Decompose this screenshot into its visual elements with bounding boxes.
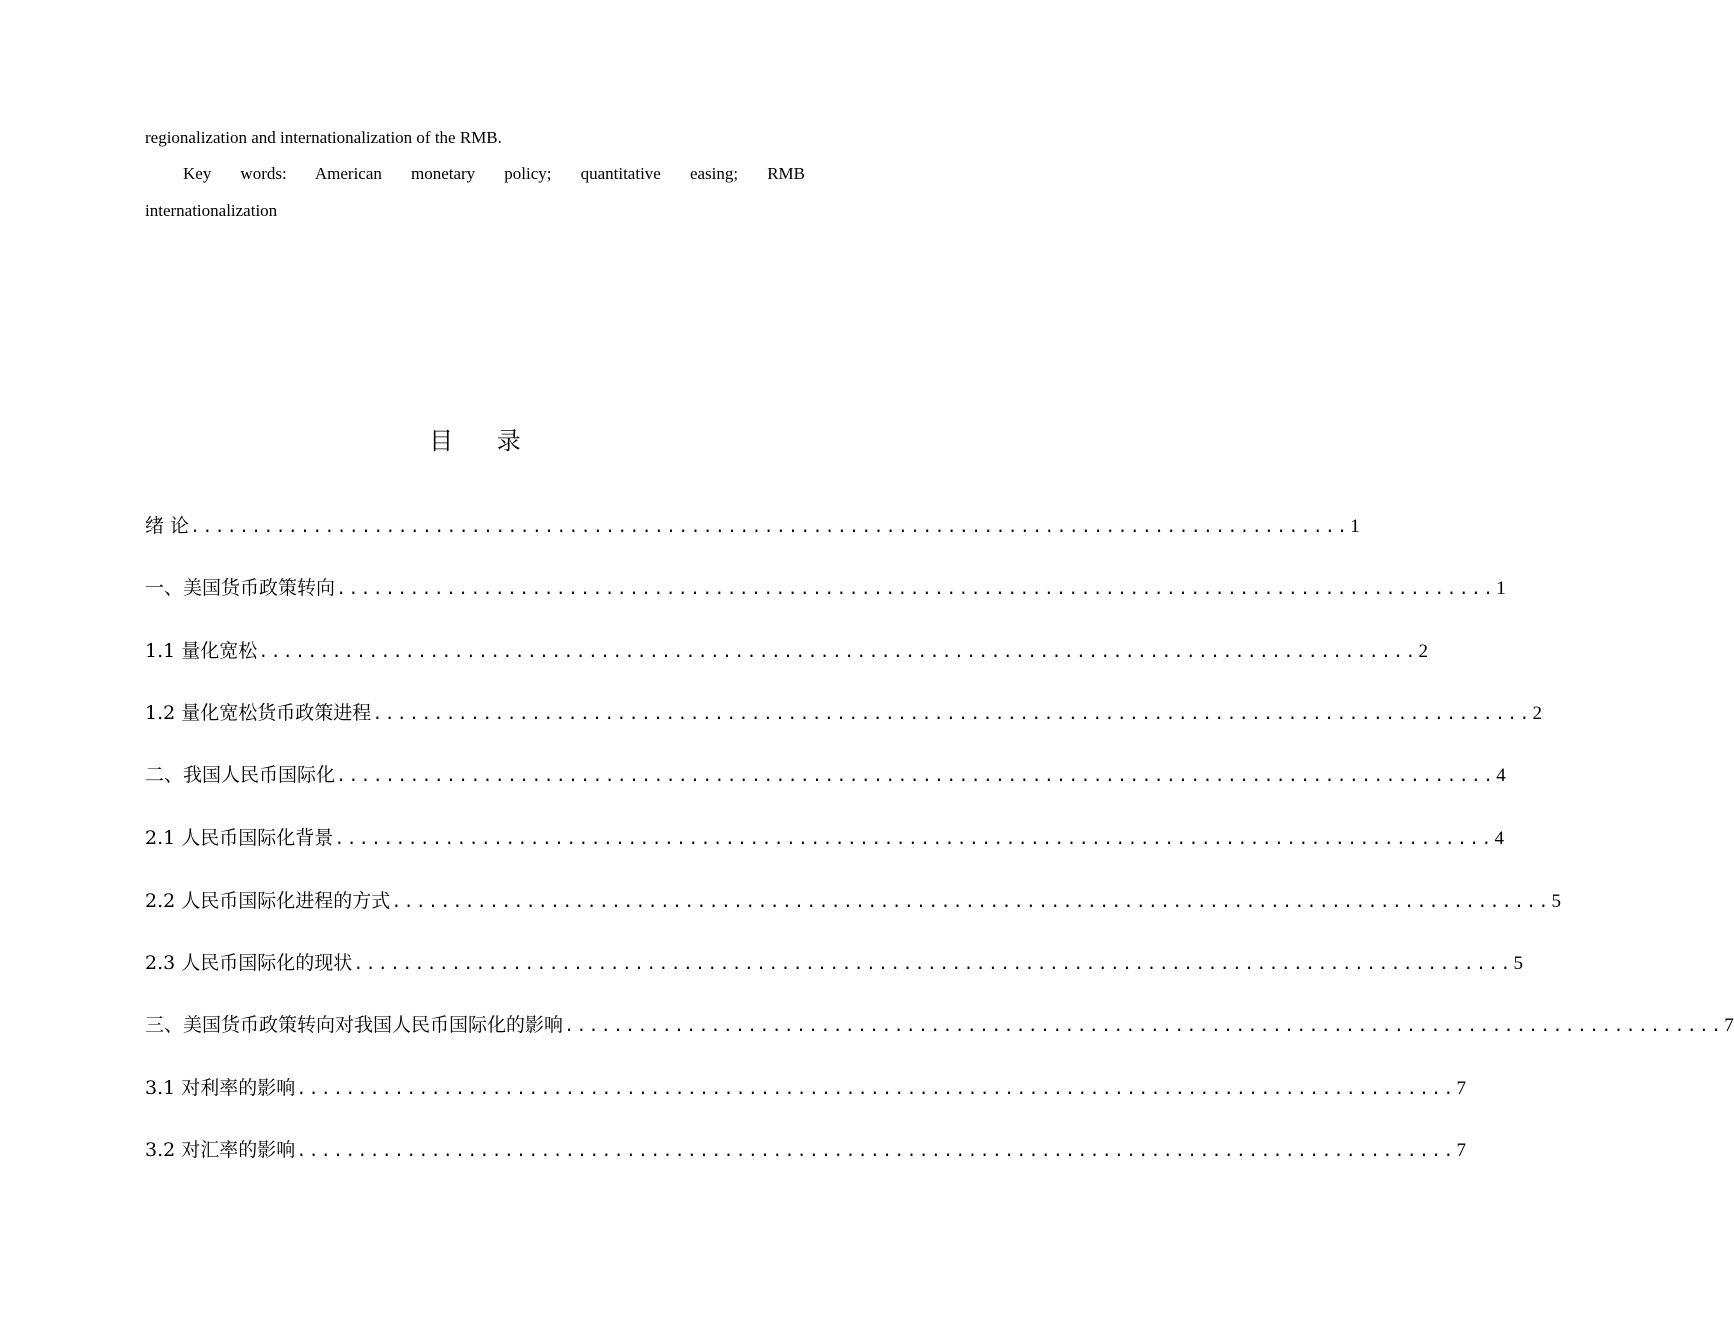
- toc-entry-page: 5: [1513, 953, 1523, 974]
- toc-entry[interactable]: [145, 638, 1428, 664]
- toc-entry-label: 1.2 量化宽松货币政策进程: [145, 702, 372, 724]
- toc-entry[interactable]: [145, 950, 1523, 976]
- keywords-word: Key: [183, 164, 212, 183]
- toc-entry-label: 1.1 量化宽松: [145, 640, 258, 662]
- toc-leader-dots: ...............................................................................................: [258, 644, 1418, 663]
- toc-entry-label: 绪 论: [145, 515, 190, 537]
- toc-entry-label: 2.1 人民币国际化背景: [145, 827, 334, 849]
- toc-entry-label: 2.2 人民币国际化进程的方式: [145, 890, 391, 912]
- keywords-word: easing;: [689, 164, 739, 183]
- toc-entry-page: 2: [1418, 641, 1428, 662]
- toc-entry[interactable]: [145, 1012, 1734, 1038]
- toc-entry-label: 二、我国人民币国际化: [145, 764, 336, 786]
- keywords-word: quantitative: [580, 164, 661, 183]
- keywords-line: [145, 164, 805, 184]
- abstract-tail-line: regionalization and internationalization of the RMB.: [145, 128, 502, 147]
- keywords-word: RMB: [767, 164, 805, 183]
- toc-leader-dots: ...............................................................................................: [353, 956, 1513, 975]
- toc-entry-page: 1: [1350, 516, 1360, 537]
- toc-entry-page: 7: [1456, 1078, 1466, 1099]
- keywords-word: policy;: [504, 164, 552, 183]
- toc-entry-page: 4: [1496, 765, 1506, 786]
- toc-entry-page: 7: [1456, 1140, 1466, 1161]
- toc-entry[interactable]: [145, 513, 1360, 539]
- toc-leader-dots: ...............................................................................................: [336, 768, 1496, 787]
- keywords-continuation: internationalization: [145, 201, 278, 220]
- toc-entry-page: 7: [1724, 1015, 1734, 1036]
- keywords-word: monetary: [410, 164, 476, 183]
- toc-entry-label: 2.3 人民币国际化的现状: [145, 952, 353, 974]
- toc-entry[interactable]: [145, 575, 1506, 601]
- toc-entry-page: 4: [1494, 828, 1504, 849]
- toc-entry-page: 5: [1551, 891, 1561, 912]
- toc-entry-label: 三、美国货币政策转向对我国人民币国际化的影响: [145, 1014, 564, 1036]
- toc-entry-page: 1: [1496, 578, 1506, 599]
- toc-leader-dots: ...............................................................................................: [296, 1143, 1456, 1162]
- toc-entry[interactable]: [145, 762, 1506, 788]
- toc-entry[interactable]: [145, 1075, 1466, 1101]
- toc-leader-dots: ...............................................................................................: [372, 706, 1532, 725]
- toc-entry-label: 3.1 对利率的影响: [145, 1077, 296, 1099]
- toc-leader-dots: ...............................................................................................: [564, 1018, 1724, 1037]
- toc-leader-dots: ...............................................................................................: [391, 894, 1551, 913]
- toc-title: 目 录: [429, 427, 539, 455]
- toc-entry[interactable]: [145, 888, 1561, 914]
- toc-entry[interactable]: [145, 825, 1504, 851]
- toc-entry-page: 2: [1532, 703, 1542, 724]
- toc-entry-label: 3.2 对汇率的影响: [145, 1139, 296, 1161]
- toc-leader-dots: ...............................................................................................: [334, 831, 1494, 850]
- toc-entry[interactable]: [145, 700, 1542, 726]
- toc-entry-label: 一、美国货币政策转向: [145, 577, 336, 599]
- toc-entry[interactable]: [145, 1137, 1466, 1163]
- toc-leader-dots: ...............................................................................................: [296, 1081, 1456, 1100]
- keywords-word: American: [314, 164, 382, 183]
- keywords-word: words:: [240, 164, 287, 183]
- toc-leader-dots: ...............................................................................................: [336, 581, 1496, 600]
- toc-leader-dots: ...............................................................................................: [190, 519, 1350, 538]
